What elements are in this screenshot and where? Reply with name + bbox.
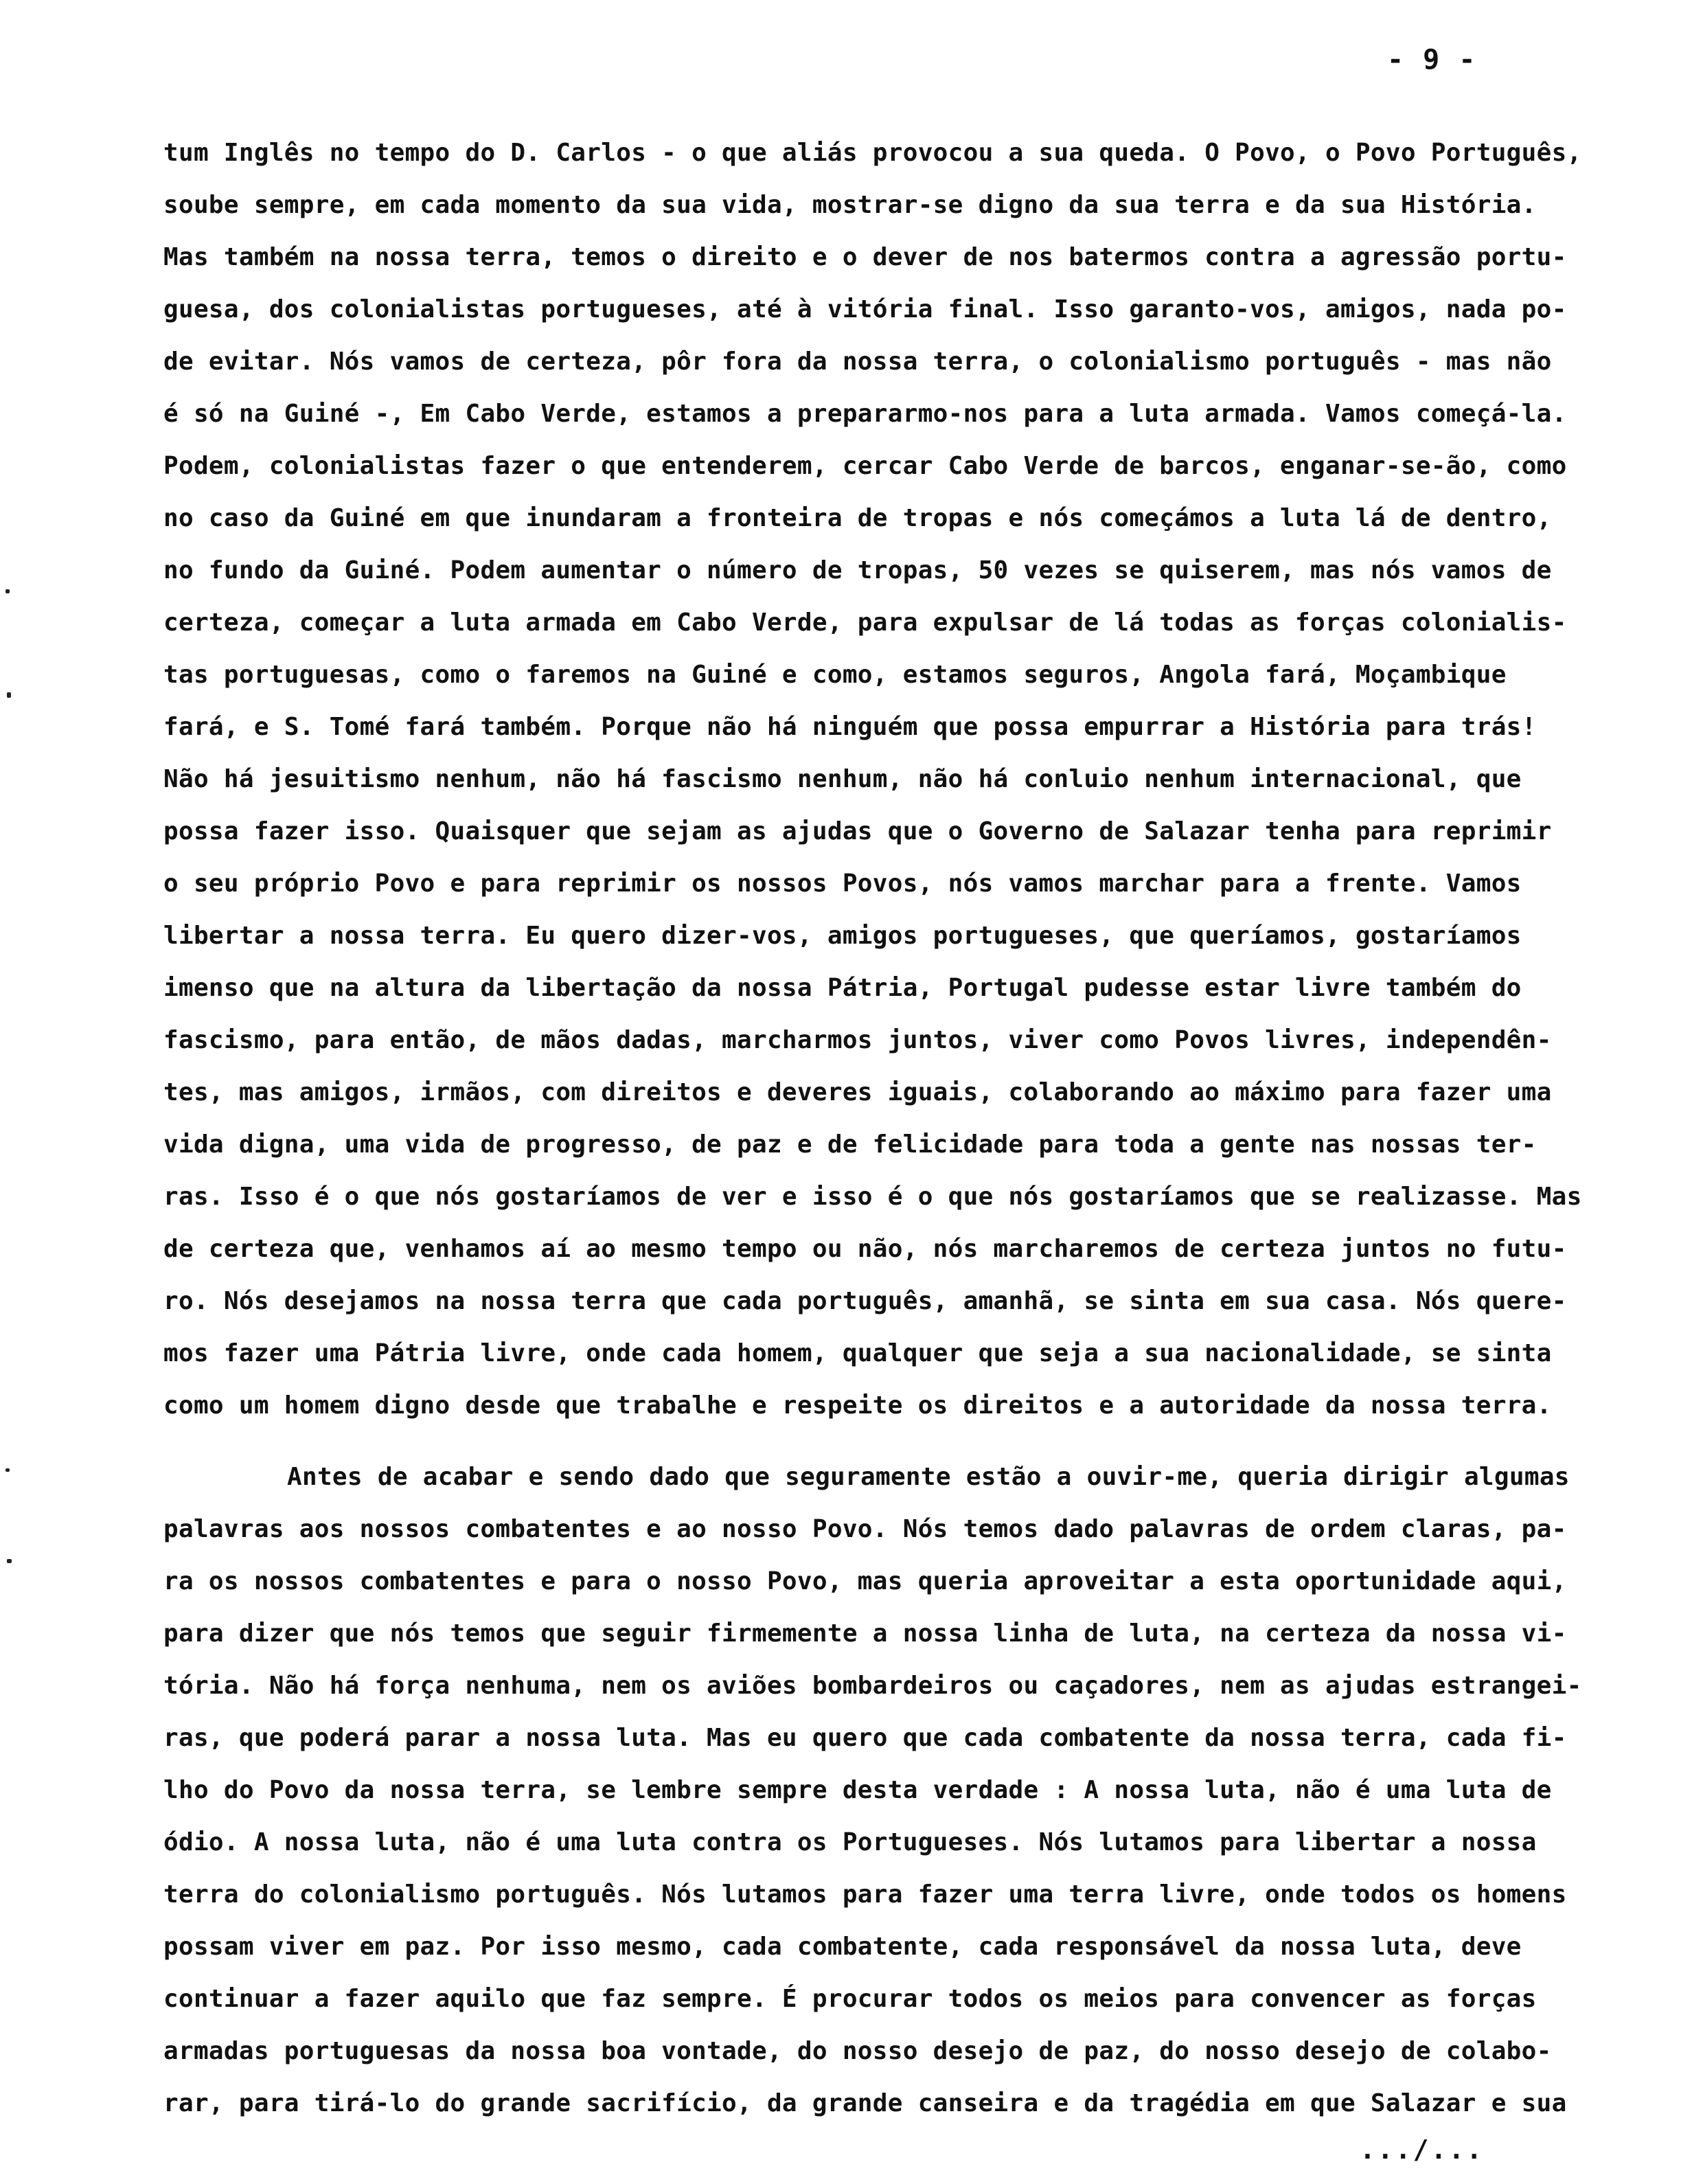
scan-speck xyxy=(7,692,11,698)
text-line: tória. Não há força nenhuma, nem os aviões bombardeiros ou caçadores, nem as ajudas estrangei- xyxy=(163,1672,1582,1700)
body-text xyxy=(163,127,1681,2130)
text-line: Podem, colonialistas fazer o que entenderem, cercar Cabo Verde de barcos, enganar-se-ão, como xyxy=(163,452,1567,480)
text-line: vida digna, uma vida de progresso, de paz e de felicidade para toda a gente nas nossas ter- xyxy=(163,1130,1537,1159)
text-line: tas portuguesas, como o faremos na Guiné e como, estamos seguros, Angola fará, Moçambique xyxy=(163,661,1507,689)
text-line: para dizer que nós temos que seguir firmemente a nossa linha de luta, na certeza da nossa vi- xyxy=(163,1619,1567,1648)
text-line: possa fazer isso. Quaisquer que sejam as ajudas que o Governo de Salazar tenha para reprimir xyxy=(163,817,1552,845)
text-line: imenso que na altura da libertação da nossa Pátria, Portugal pudesse estar livre também do xyxy=(163,974,1522,1002)
page-number: - 9 - xyxy=(1387,44,1477,76)
text-line: de certeza que, venhamos aí ao mesmo tempo ou não, nós marcharemos de certeza juntos no futu- xyxy=(163,1235,1567,1263)
text-line: mos fazer uma Pátria livre, onde cada homem, qualquer que seja a sua nacionalidade, se sinta xyxy=(163,1339,1552,1367)
text-line: palavras aos nossos combatentes e ao nosso Povo. Nós temos dado palavras de ordem claras, pa- xyxy=(163,1515,1567,1543)
text-line: tum Inglês no tempo do D. Carlos - o que aliás provocou a sua queda. O Povo, o Povo Português, xyxy=(163,139,1582,167)
text-line: ra os nossos combatentes e para o nosso Povo, mas queria aproveitar a esta oportunidade aqui, xyxy=(163,1567,1567,1595)
paragraph-1 xyxy=(163,127,1681,1432)
text-line: tes, mas amigos, irmãos, com direitos e deveres iguais, colaborando ao máximo para fazer uma xyxy=(163,1078,1552,1106)
text-line: o seu próprio Povo e para reprimir os nossos Povos, nós vamos marchar para a frente. Vamos xyxy=(163,869,1522,898)
text-line: no caso da Guiné em que inundaram a fronteira de tropas e nós começámos a luta lá de dentro, xyxy=(163,504,1552,532)
text-line: como um homem digno desde que trabalhe e respeite os direitos e a autoridade da nossa terra. xyxy=(163,1391,1552,1420)
paragraph-spacer xyxy=(163,1432,1681,1451)
text-line: certeza, começar a luta armada em Cabo Verde, para expulsar de lá todas as forças colonialis- xyxy=(163,608,1567,637)
text-line: lho do Povo da nossa terra, se lembre sempre desta verdade : A nossa luta, não é uma luta de xyxy=(163,1776,1552,1804)
text-line: continuar a fazer aquilo que faz sempre. É procurar todos os meios para convencer as forças xyxy=(163,1985,1537,2013)
text-line: fará, e S. Tomé fará também. Porque não há ninguém que possa empurrar a História para trás! xyxy=(163,713,1537,741)
paragraph-2 xyxy=(163,1451,1681,2130)
text-line: libertar a nossa terra. Eu quero dizer-vos, amigos portugueses, que queríamos, gostaríamos xyxy=(163,922,1522,950)
text-line: rar, para tirá-lo do grande sacrifício, da grande canseira e da tragédia em que Salazar e sua xyxy=(163,2089,1567,2117)
scan-speck xyxy=(5,589,10,593)
text-line: armadas portuguesas da nossa boa vontade, do nosso desejo de paz, do nosso desejo de colabo- xyxy=(163,2037,1552,2065)
text-line: de evitar. Nós vamos de certeza, pôr fora da nossa terra, o colonialismo português - mas não xyxy=(163,348,1552,376)
text-line: no fundo da Guiné. Podem aumentar o número de tropas, 50 vezes se quiserem, mas nós vamos de xyxy=(163,556,1552,584)
text-line: Antes de acabar e sendo dado que seguramente estão a ouvir-me, queria dirigir algumas xyxy=(287,1463,1570,1491)
text-line: fascismo, para então, de mãos dadas, marcharmos juntos, viver como Povos livres, independên- xyxy=(163,1026,1552,1054)
scan-speck xyxy=(5,1468,10,1472)
text-line: soube sempre, em cada momento da sua vida, mostrar-se digno da sua terra e da sua História. xyxy=(163,191,1537,219)
text-line: Mas também na nossa terra, temos o direito e o dever de nos batermos contra a agressão portu- xyxy=(163,243,1567,271)
text-line: Não há jesuitismo nenhum, não há fascismo nenhum, não há conluio nenhum internacional, que xyxy=(163,765,1522,793)
text-line: ódio. A nossa luta, não é uma luta contra os Portugueses. Nós lutamos para libertar a nossa xyxy=(163,1828,1537,1856)
text-line: possam viver em paz. Por isso mesmo, cada combatente, cada responsável da nossa luta, deve xyxy=(163,1933,1522,1961)
text-line: guesa, dos colonialistas portugueses, até à vitória final. Isso garanto-vos, amigos, nada po- xyxy=(163,295,1567,323)
text-line: terra do colonialismo português. Nós lutamos para fazer uma terra livre, onde todos os homens xyxy=(163,1880,1567,1909)
text-line: é só na Guiné -, Em Cabo Verde, estamos a prepararmo-nos para a luta armada. Vamos começá-la. xyxy=(163,400,1567,428)
continuation-marker: .../... xyxy=(1360,2135,1485,2165)
text-line: ras. Isso é o que nós gostaríamos de ver e isso é o que nós gostaríamos que se realizasse. Mas xyxy=(163,1183,1582,1211)
text-line: ro. Nós desejamos na nossa terra que cada português, amanhã, se sinta em sua casa. Nós quere- xyxy=(163,1287,1567,1315)
scan-speck xyxy=(7,1559,12,1563)
text-line: ras, que poderá parar a nossa luta. Mas eu quero que cada combatente da nossa terra, cada fi- xyxy=(163,1724,1567,1752)
